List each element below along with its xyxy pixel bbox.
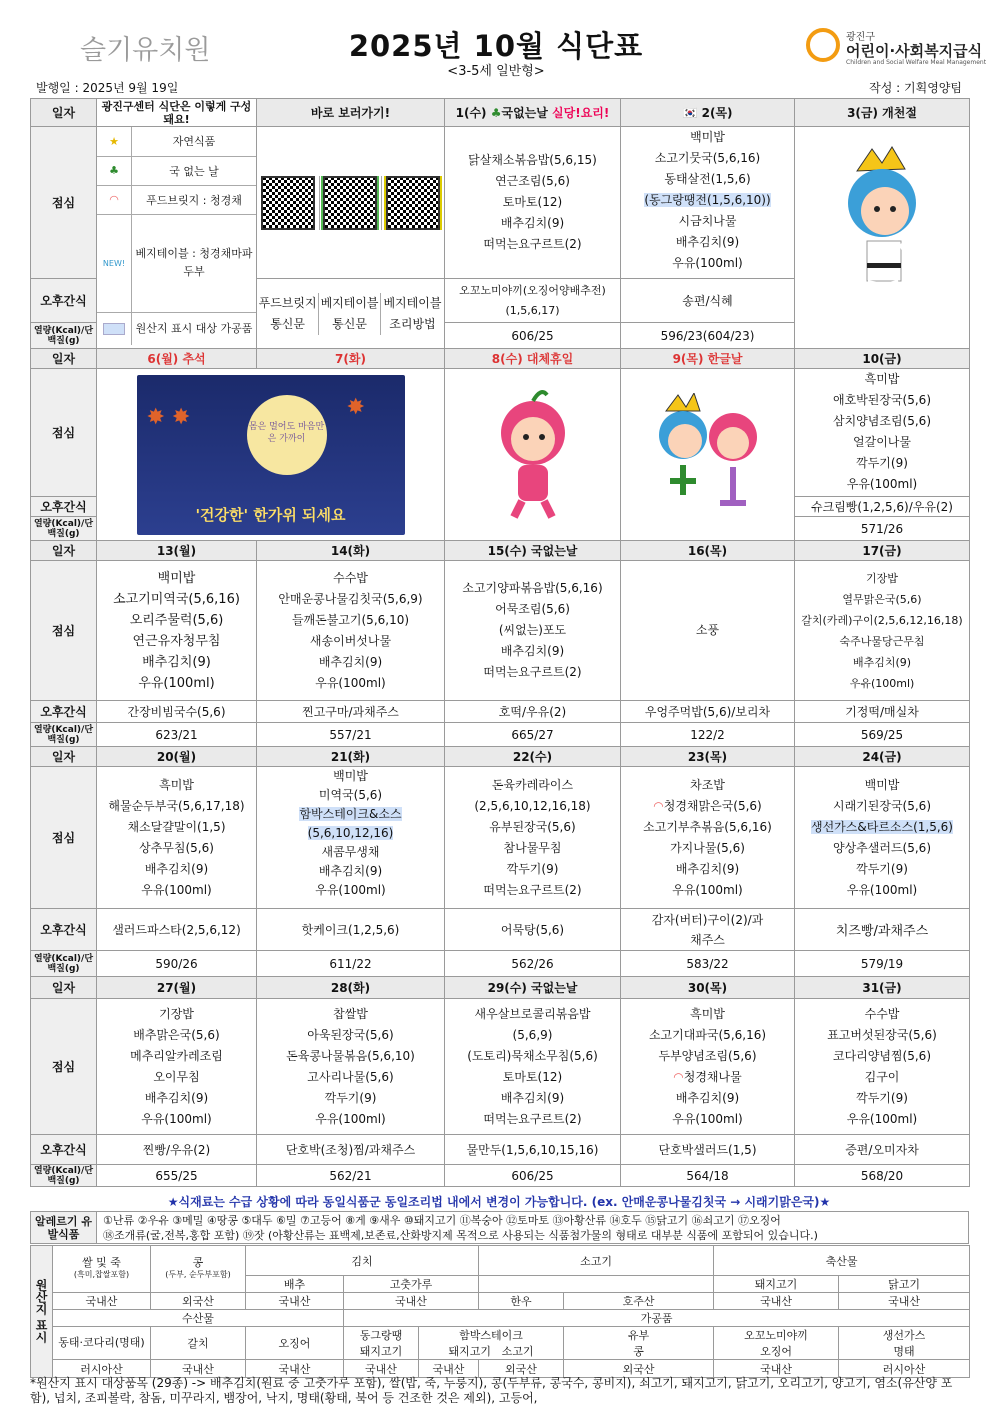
origin-value: 국내산 — [53, 1293, 151, 1310]
origin-value: 외국산 — [564, 1360, 714, 1378]
day-header: 24(금) — [795, 747, 970, 767]
energy-cell: 571/26 — [795, 517, 970, 541]
energy-cell: 557/21 — [257, 723, 445, 747]
origin-kimchi: 김치 — [246, 1246, 479, 1276]
snack-cell: 단호박(조청)찜/과채주스 — [257, 1135, 445, 1165]
row-label-lunch: 점심 — [31, 767, 97, 909]
snack-cell: 슈크림빵(1,2,5,6)/우유(2) — [795, 497, 970, 517]
lunch-cell: 백미밥 소고기미역국(5,6,16) 오리주물럭(5,6) 연근유자청무침 배추김치(9) 우유(100ml) — [97, 561, 257, 701]
energy-cell: 569/25 — [795, 723, 970, 747]
snack-cell: 오꼬노미야끼(오징어양배추전)(1,5,6,17) — [445, 279, 621, 323]
lunch-cell: 기장밥 배추맑은국(5,6) 메추리알카레조림 오이무침 배추김치(9) 우유(100ml) — [97, 999, 257, 1135]
rainbow-icon: ◠ — [673, 1069, 684, 1084]
flag-icon: 🇰🇷 — [682, 106, 698, 120]
author: 작성 : 기획영양팀 — [869, 81, 962, 95]
lunch-cell: 소고기양파볶음밥(5,6,16) 어묵조림(5,6) (씨없는)포도 배추김치(9) 떠먹는요구르트(2) — [445, 561, 621, 701]
allergy-label: 알레르기 유발식품 — [31, 1212, 97, 1244]
snack-cell: 어묵탕(5,6) — [445, 909, 621, 951]
origin-rice: 쌀 및 죽 (흑미,찹쌀포함) — [53, 1246, 151, 1293]
goto-label: 바로 보러가기! — [257, 99, 445, 127]
snack-cell: 찐빵/우유(2) — [97, 1135, 257, 1165]
origin-value: 국내산 — [714, 1360, 839, 1378]
day-header: 28(화) — [257, 977, 445, 999]
energy-cell: 590/26 — [97, 951, 257, 977]
origin-pollock: 동태·코다리(명태) — [53, 1327, 151, 1360]
chuseok-banner — [97, 369, 445, 541]
snack-cell: 치즈빵/과채주스 — [795, 909, 970, 951]
legend-text: 국 없는 날 — [132, 156, 257, 185]
energy-cell: 665/27 — [445, 723, 621, 747]
origin-hairtail: 갈치 — [151, 1327, 246, 1360]
origin-pork: 돼지고기 — [714, 1276, 839, 1293]
origin-seafood: 수산물 — [53, 1310, 344, 1327]
energy-cell: 611/22 — [257, 951, 445, 977]
row-label-snack: 오후간식 — [31, 497, 97, 517]
snack-cell: 물만두(1,5,6,10,15,16) — [445, 1135, 621, 1165]
kindergarten-name: 슬기유치원 — [80, 35, 211, 66]
snack-cell: 단호박샐러드(1,5) — [621, 1135, 795, 1165]
origin-tofu-skin: 유부 콩 — [564, 1327, 714, 1360]
snack-cell: 우엉주먹밥(5,6)/보리차 — [621, 701, 795, 723]
maple-leaf-icon: ✸ ✸ — [146, 404, 191, 430]
day-header: 9(목) 한글날 — [621, 349, 795, 369]
row-label-day: 일자 — [31, 99, 97, 127]
origin-value: 외국산 — [479, 1360, 564, 1378]
day-header: 3(금) 개천절 — [795, 99, 970, 127]
day-header: 22(수) — [445, 747, 621, 767]
origin-value: 국내산 — [839, 1293, 970, 1310]
snack-cell: 호떡/우유(2) — [445, 701, 621, 723]
origin-value: 러시아산 — [53, 1360, 151, 1378]
legend-text: 푸드브릿지 : 청경채 — [132, 185, 257, 214]
allergy-line: ⑱조개류(굴,전복,홍합 포함) ⑲잣 (아황산류는 표백제,보존료,산화방지제 목적으로 사용되는 식품첨가물의 형태로 대부분 식품에 포함되어 있습니다.) — [103, 1228, 818, 1242]
row-label-energy: 열량(Kcal)/단백질(g) — [31, 723, 97, 747]
day-header: 27(월) — [97, 977, 257, 999]
origin-squid: 오징어 — [246, 1327, 344, 1360]
origin-value: 국내산 — [714, 1293, 839, 1310]
day-header: 30(목) — [621, 977, 795, 999]
center-logo — [806, 26, 992, 70]
row-label-day: 일자 — [31, 541, 97, 561]
origin-pepper: 고춧가루 — [344, 1276, 479, 1293]
energy-cell: 568/20 — [795, 1165, 970, 1187]
qr-label: 베지테이블 통신문 — [319, 293, 381, 335]
qr-label: 푸드브릿지 통신문 — [257, 293, 319, 335]
banner-small-text: 몸은 멀어도 마음만은 가까이 — [248, 421, 325, 444]
issue-date: 발행일 : 2025년 9월 19일 — [36, 81, 179, 95]
snack-cell: 기정떡/매실차 — [795, 701, 970, 723]
row-label-snack: 오후간식 — [31, 909, 97, 951]
maple-leaf-icon: ✸ — [346, 394, 365, 420]
pink-character-megaphone-illustration — [445, 369, 621, 541]
snack-cell: 송편/식혜 — [621, 279, 795, 323]
new-icon: NEW! — [97, 214, 132, 312]
row-label-day: 일자 — [31, 349, 97, 369]
legend-text: 원산지 표시 대상 가공품 — [135, 321, 253, 335]
energy-cell: 122/2 — [621, 723, 795, 747]
row-label-day: 일자 — [31, 747, 97, 767]
origin-footnote: *원산지 표시 대상품목 (29종) -> 배추김치(원료 중 고춧가루 포함), 쌀(밥, 죽, 누룽지), 콩(두부류, 콩국수, 콩비지), 쇠고기, 돼지고기, 닭고기, 오리고기, 양고기, 염소(유산양 포함), 넙치, 조피볼락, 참돔, 미꾸라지, 뱀장어, 낙지, 명태(황태, 북어 등 건조한 것은 제외), 고등어, — [30, 1376, 953, 1405]
snack-cell: 감자(버터)구이(2)/과채주스 — [621, 909, 795, 951]
qr-code-vegetable-letter[interactable] — [319, 176, 382, 230]
energy-cell: 606/25 — [445, 323, 621, 349]
qr-label: 베지테이블 조리방법 — [383, 295, 442, 331]
lunch-cell: 수수밥 안매운콩나물김칫국(5,6,9) 들깨돈불고기(5,6,10) 새송이버섯나물 배추김치(9) 우유(100ml) — [257, 561, 445, 701]
origin-value: 국내산 — [246, 1360, 344, 1378]
lunch-cell: 기장밥 열무맑은국(5,6) 갈치(카레)구이(2,5,6,12,16,18) 숙주나물당근무침 배추김치(9) 우유(100ml) — [795, 561, 970, 701]
day-header: 31(금) — [795, 977, 970, 999]
qr-code-vegetable-recipe[interactable] — [382, 176, 444, 230]
origin-processed: 가공품 — [344, 1310, 970, 1327]
allergy-line: ①난류 ②우유 ③메밀 ④땅콩 ⑤대두 ⑥밀 ⑦고등어 ⑧게 ⑨새우 ⑩돼지고기 ⑪복숭아 ⑫토마토 ⑬아황산류 ⑭호두 ⑮닭고기 ⑯쇠고기 ⑰오징어 — [103, 1213, 781, 1227]
day-header: 23(목) — [621, 747, 795, 767]
logo-top-text: 광진구 — [846, 32, 875, 43]
snack-cell: 찐고구마/과채주스 — [257, 701, 445, 723]
row-label-snack: 오후간식 — [31, 1135, 97, 1165]
row-label-lunch: 점심 — [31, 369, 97, 497]
row-label-energy: 열량(Kcal)/단백질(g) — [31, 1165, 97, 1187]
origin-cabbage: 배추 — [246, 1276, 344, 1293]
origin-beef-detail — [479, 1276, 714, 1293]
banner-text: '건강한' 한가위 되세요 — [195, 505, 346, 524]
lunch-cell: 돈육카레라이스 (2,5,6,10,12,16,18) 유부된장국(5,6) 참나물무침 깍두기(9) 떠먹는요구르트(2) — [445, 767, 621, 909]
energy-cell: 579/19 — [795, 951, 970, 977]
day-header: 20(월) — [97, 747, 257, 767]
clover-icon: ♣ — [490, 106, 502, 120]
lunch-cell: 백미밥 미역국(5,6) 함박스테이크&소스 (5,6,10,12,16) 새콤무생채 배추김치(9) 우유(100ml) — [257, 767, 445, 909]
energy-cell: 562/21 — [257, 1165, 445, 1187]
day-header: 🇰🇷 2(목) — [621, 99, 795, 127]
origin-label: 원산지 표시 — [31, 1246, 53, 1378]
logo-sub-text: Children and Social Welfare Meal Management — [846, 59, 987, 66]
day-header: 29(수) 국없는날 — [445, 977, 621, 999]
lunch-cell: 소풍 — [621, 561, 795, 701]
origin-hambak: 함박스테이크 돼지고기 소고기 — [419, 1327, 564, 1360]
row-label-lunch: 점심 — [31, 127, 97, 279]
lunch-cell: 백미밥 소고기뭇국(5,6,16) 동태살전(1,5,6) (동그랑땡전(1,5,6,10)) 시금치나물 배추김치(9) 우유(100ml) — [621, 127, 795, 279]
snack-cell: 간장비빔국수(5,6) — [97, 701, 257, 723]
snack-cell: 핫케이크(1,2,5,6) — [257, 909, 445, 951]
qr-cell — [257, 127, 445, 279]
row-label-energy: 열량(Kcal)/단백질(g) — [31, 951, 97, 977]
taekwondo-character-illustration — [795, 127, 970, 349]
day-header: 17(금) — [795, 541, 970, 561]
row-label-lunch: 점심 — [31, 561, 97, 701]
qr-labels — [257, 279, 445, 349]
origin-bean: 콩 (두부, 순두부포함) — [151, 1246, 246, 1293]
lunch-cell: 닭살채소볶음밥(5,6,15) 연근조림(5,6) 토마토(12) 배추김치(9) 떠먹는요구르트(2) — [445, 127, 621, 279]
origin-value: 국내산 — [419, 1360, 479, 1378]
energy-cell: 564/18 — [621, 1165, 795, 1187]
origin-value: 국내산 — [246, 1293, 344, 1310]
rainbow-icon: ◠ — [97, 185, 132, 214]
blue-box-icon — [97, 312, 132, 345]
row-label-energy: 열량(Kcal)/단백질(g) — [31, 323, 97, 349]
day-header: 13(월) — [97, 541, 257, 561]
energy-cell: 655/25 — [97, 1165, 257, 1187]
origin-chicken: 닭고기 — [839, 1276, 970, 1293]
rainbow-icon: ◠ — [653, 798, 664, 813]
row-label-day: 일자 — [31, 977, 97, 999]
origin-table — [30, 1245, 970, 1378]
row-label-snack: 오후간식 — [31, 701, 97, 723]
lunch-cell: 새우살브로콜리볶음밥 (5,6,9) (도토리)묵채소무침(5,6) 토마토(12) 배추김치(9) 떠먹는요구르트(2) — [445, 999, 621, 1135]
origin-value: 국내산 — [344, 1293, 479, 1310]
lunch-cell: 찹쌀밥 아욱된장국(5,6) 돈육콩나물볶음(5,6,10) 고사리나물(5,6) 깍두기(9) 우유(100ml) — [257, 999, 445, 1135]
day-header: 21(화) — [257, 747, 445, 767]
day-header: 14(화) — [257, 541, 445, 561]
day-header: 8(수) 대체휴일 — [445, 349, 621, 369]
snack-cell: 증편/오미자차 — [795, 1135, 970, 1165]
hangul-characters-illustration — [621, 369, 795, 541]
energy-cell: 562/26 — [445, 951, 621, 977]
origin-livestock: 축산물 — [714, 1246, 970, 1276]
day-header: 16(목) — [621, 541, 795, 561]
row-label-snack: 오후간식 — [31, 279, 97, 323]
lunch-cell: 백미밥 시래기된장국(5,6) 생선가스&타르소스(1,5,6) 양상추샐러드(5,6) 깍두기(9) 우유(100ml) — [795, 767, 970, 909]
origin-value: 러시아산 — [839, 1360, 970, 1378]
page-subtitle: <3-5세 일반형> — [447, 64, 545, 79]
origin-ddang: 동그랑땡 돼지고기 — [344, 1327, 419, 1360]
intro-text: 광진구센터 식단은 이렇게 구성돼요! — [97, 99, 257, 127]
energy-cell: 623/21 — [97, 723, 257, 747]
energy-cell: 596/23(604/23) — [621, 323, 795, 349]
legend-table — [97, 127, 256, 345]
day-header: 15(수) 국없는날 — [445, 541, 621, 561]
day-header: 10(금) — [795, 349, 970, 369]
origin-fish-cutlet: 생선가스 명태 — [839, 1327, 970, 1360]
menu-table — [30, 98, 970, 1187]
day-header: 1(수) ♣국없는날 실당!요리! — [445, 99, 621, 127]
row-label-lunch: 점심 — [31, 999, 97, 1135]
lunch-cell: 흑미밥 해물순두부국(5,6,17,18) 채소달걀말이(1,5) 상추무침(5,6) 배추김치(9) 우유(100ml) — [97, 767, 257, 909]
star-icon: ★ — [97, 127, 132, 156]
lunch-cell: 차조밥 ◠청경채맑은국(5,6) 소고기부추볶음(5,6,16) 가지나물(5,6) 배추김치(9) 우유(100ml) — [621, 767, 795, 909]
qr-code-foodbridge[interactable] — [257, 176, 319, 230]
lunch-cell: 흑미밥 소고기대파국(5,6,16) 두부양념조림(5,6) ◠청경채나물 배추김치(9) 우유(100ml) — [621, 999, 795, 1135]
lunch-cell: 수수밥 표고버섯된장국(5,6) 코다리양념찜(5,6) 김구이 깍두기(9) 우유(100ml) — [795, 999, 970, 1135]
lunch-cell: 흑미밥 애호박된장국(5,6) 삼치양념조림(5,6) 얼갈이나물 깍두기(9) 우유(100ml) — [795, 369, 970, 497]
origin-okonomiyaki: 오꼬노미야끼 오징어 — [714, 1327, 839, 1360]
allergy-table — [30, 1211, 969, 1244]
row-label-energy: 열량(Kcal)/단백질(g) — [31, 517, 97, 541]
legend-text: 자연식품 — [132, 127, 257, 156]
origin-value: 외국산 — [151, 1293, 246, 1310]
energy-cell: 606/25 — [445, 1165, 621, 1187]
origin-beef: 소고기 — [479, 1246, 714, 1276]
legend-text: 베지테이블 : 청경채마파두부 — [132, 214, 257, 312]
origin-value: 국내산 — [151, 1360, 246, 1378]
substitution-notice: ★식재료는 수급 상황에 따라 동일식품군 동일조리법 내에서 변경이 가능합니다. (ex. 안매운콩나물김칫국 → 시래기맑은국)★ — [167, 1195, 831, 1209]
legend-cell — [97, 127, 257, 349]
page-title: 2025년 10월 식단표 — [348, 29, 644, 63]
allergy-list — [97, 1212, 969, 1244]
origin-value: 한우 — [479, 1293, 564, 1310]
day-header: 6(월) 추석 — [97, 349, 257, 369]
origin-value: 호주산 — [564, 1293, 714, 1310]
origin-value: 국내산 — [344, 1360, 419, 1378]
clover-icon: ♣ — [97, 156, 132, 185]
day-header: 7(화) — [257, 349, 445, 369]
energy-cell: 583/22 — [621, 951, 795, 977]
smile-logo-icon — [806, 28, 840, 62]
logo-main-text: 어린이·사회복지급식 — [846, 42, 983, 60]
snack-cell: 샐러드파스타(2,5,6,12) — [97, 909, 257, 951]
